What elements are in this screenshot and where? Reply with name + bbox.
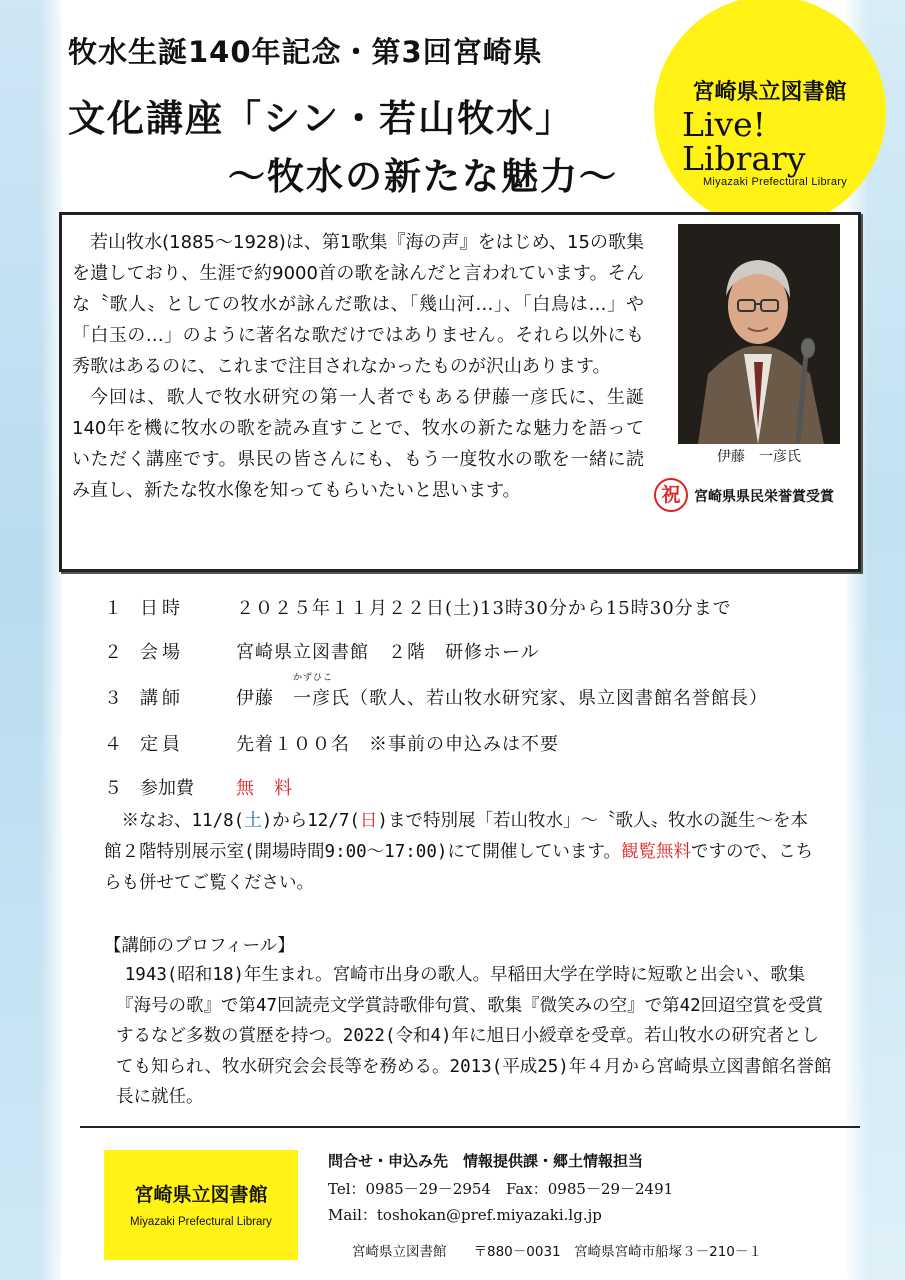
award-badge [654,478,859,516]
intro-paragraph-1: 若山牧水(1885～1928)は、第1歌集『海の声』をはじめ、15の歌集を遺しており、生涯で約9000首の歌を詠んだと言われています。そんな〝歌人〟としての牧水が詠んだ歌は、「幾山河…」、「白鳥は…」や「白玉の…」のように著名な歌だけではありません。それら以外にも秀歌はあるのに、これまで注目されなかったものが沢山あります。 [72,232,644,377]
celebration-mark-icon: 祝 [654,478,688,512]
detail-capacity: ４ 定員 先着１００名 ※事前の申込みは不要 [104,734,559,755]
detail-date: １ 日時 ２０２５年１１月２２日(土)13時30分から15時30分まで [104,598,732,619]
intro-paragraph-2: 今回は、歌人で牧水研究の第一人者でもある伊藤一彦氏に、生誕140年を機に牧水の歌を読み直すことで、牧水の新たな魅力を語っていただく講座です。県民の皆さんにも、もう一度牧水の歌を一緒に読み直し、新たな牧水像を知ってもらいたいと思います。 [72,387,644,501]
detail-fee: ５ 参加費 無 料 [104,778,293,799]
logo-library-name: 宮崎県立図書館 [692,80,847,105]
award-text: 宮崎県県民栄誉賞受賞 [694,489,834,505]
name-ruby: かずひこ [293,673,334,683]
logo-library-text: Library [682,139,806,178]
logo-english-name: Miyazaki Prefectural Library [702,176,848,188]
detail-lecturer: ３ 講師 伊藤 かずひこ 一彦氏（歌人、若山牧水研究家、県立図書館名誉館長） [104,684,768,710]
intro-text [72,227,644,506]
title-line-3: ～牧水の新たな魅力～ [228,155,618,198]
fee-free: 無 料 [236,778,293,799]
title-line-2: 文化講座「シン・若山牧水」 [68,97,575,140]
contact-tel-fax: Tel：0985－29－2954 Fax：0985－29－2491 [328,1180,674,1198]
right-background-band [847,0,905,1280]
contact-heading: 問合せ・申込み先 情報提供課・郷土情報担当 [328,1152,644,1170]
photo-caption: 伊藤 一彦氏 [717,449,801,465]
contact-mail[interactable]: Mail：toshokan@pref.miyazaki.lg.jp [328,1206,602,1224]
footer-address: 宮崎県立図書館 〒880－0031 宮崎県宮崎市船塚３－210－１ [352,1244,762,1260]
profile-text: 1943(昭和18)年生まれ。宮崎市出身の歌人。早稲田大学在学時に短歌と出会い、歌集『海号の歌』で第47回読売文学賞詩歌俳句賞、歌集『微笑みの空』で第42回迢空賞を受賞するなど多数の賞歴を持つ。2022(令和4)年に旭日小綬章を受章。若山牧水の研究者としても知られ、牧水研究会会長等を務める。2013(平成25)年４月から宮崎県立図書館名誉館長に就任。 [116,965,832,1107]
lecturer-photo [678,224,840,444]
left-background-band [0,0,62,1280]
logo-live-library [682,105,872,178]
footer-library-logo [104,1150,298,1260]
detail-venue: ２ 会場 宮崎県立図書館 ２階 研修ホール [104,642,540,663]
title-line-1: 牧水生誕140年記念・第3回宮崎県 [68,35,543,69]
footer-logo-name: 宮崎県立図書館 [134,1184,268,1206]
footer-logo-english: Miyazaki Prefectural Library [130,1216,272,1228]
logo-live-text: Live! [682,105,766,144]
footer-divider [80,1126,860,1128]
lecturer-portrait-icon [678,224,840,444]
profile-heading: 【講師のプロフィール】 [104,936,295,956]
exhibition-note: ※なお、11/8(土)から12/7(日)まで特別展「若山牧水」～〝歌人〟牧水の誕生～を本館２階特別展示室(開場時間9:00～17:00)にて開催しています。観覧無料ですので、こちらも併せてご覧ください。 [104,811,814,893]
